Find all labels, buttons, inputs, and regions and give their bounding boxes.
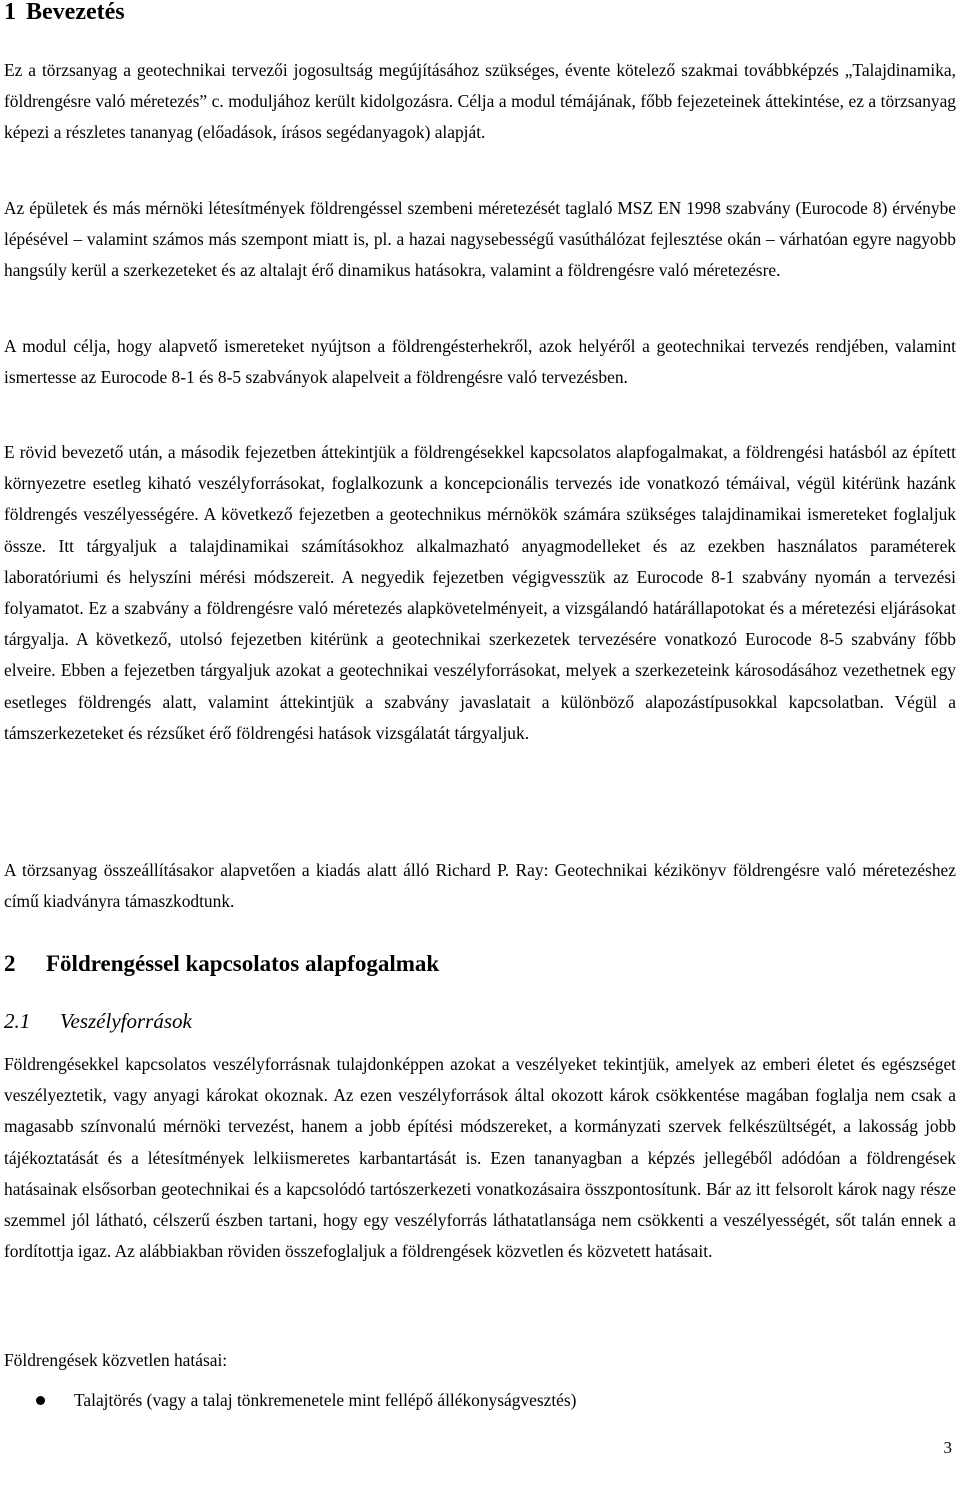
section-title: Veszélyforrások [60, 1009, 192, 1033]
intro-paragraph-2: Az épületek és más mérnöki létesítmények földrengéssel szembeni méretezését taglaló MSZ EN 1998 szabvány (Eurocode 8) érvénybe lépésével – valamint számos más szempont miatt is, pl. a hazai nagysebességű vasúthálózat fejlesztése okán – várhatóan egyre nagyobb hangsúly kerül a szerkezeteket és az altalajt érő dinamikus hatásokra, valamint a földrengésre való méretezésre. [4, 198, 956, 281]
chapter-number: 2 [4, 951, 16, 976]
chapter-heading-1 [4, 0, 956, 26]
intro-paragraph-5: A törzsanyag összeállításakor alapvetően a kiadás alatt álló Richard P. Ray: Geotechnikai kézikönyv földrengésre való méretezéshez című kiadványra támaszkodtunk. [4, 860, 956, 912]
list-item-text: Talajtörés (vagy a talaj tönkremenetele mint fellépő állékonyságvesztés) [74, 1390, 577, 1410]
page-number: 3 [943, 1438, 952, 1457]
list-item [4, 1385, 956, 1416]
section-heading-2-1 [4, 1008, 956, 1034]
chapter-number: 1 [4, 0, 16, 25]
chapter-title: Bevezetés [26, 0, 125, 25]
chapter-title: Földrengéssel kapcsolatos alapfogalmak [46, 951, 440, 976]
section-paragraph-1: Földrengésekkel kapcsolatos veszélyforrásnak tulajdonképpen azokat a veszélyeket tekintjük, amelyek az emberi életet és egészséget veszélyeztetik, vagy anyagi károkat okoznak. Az ezen veszélyforrások által okozott károk csökkentése magában foglalja nem csak a magasabb színvonalú mérnöki tervezést, hanem a jobb építési módszereket, a kormányzati szervek felkészültségét, a lakosság jobb tájékoztatását és a létesítmények lelkiismeretes karbantartását is. Ezen tananyagban a képzés jellegéből adódóan a földrengések hatásainak elsősorban geotechnikai és a kapcsolódó tartószerkezeti vonatkozásaira összpontosítunk. Bár az itt felsorolt károk nagy része szemmel jól látható, célszerű észben tartani, hogy egy veszélyforrás láthatatlansága nem csökkenti a veszélyességét, sőt talán ennek a fordítottja igaz. Az alábbiakban röviden összefoglaljuk a földrengések közvetlen és közvetett hatásait. [4, 1054, 956, 1262]
chapter-heading-2 [4, 950, 956, 978]
section-paragraph-2: Földrengések közvetlen hatásai: [4, 1350, 228, 1370]
intro-paragraph-1: Ez a törzsanyag a geotechnikai tervezői jogosultság megújításához szükséges, évente kötelező szakmai továbbképzés „Talajdinamika, földrengésre való méretezés” c. moduljához került kidolgozásra. Célja a modul témájának, főbb fejezeteinek áttekintése, ez a törzsanyag képezi a részletes tananyag (előadások, írásos segédanyagok) alapját. [4, 60, 956, 143]
intro-paragraph-3: A modul célja, hogy alapvető ismereteket nyújtson a földrengésterhekről, azok helyéről a geotechnikai tervezés rendjében, valamint ismertesse az Eurocode 8-1 és 8-5 szabványok alapelveit a földrengésre való tervezésben. [4, 336, 956, 388]
effects-bullet-list [4, 1385, 956, 1416]
bullet-icon [36, 1396, 45, 1405]
section-number: 2.1 [4, 1009, 31, 1033]
intro-paragraph-4: E rövid bevezető után, a második fejezetben áttekintjük a földrengésekkel kapcsolatos alapfogalmakat, a földrengési hatásból az épített környezetre esetleg kiható veszélyforrásokat, foglalkozunk a koncepcionális tervezés ide vonatkozó témáival, végül kitérünk hazánk földrengés veszélyességére. A következő fejezetben a geotechnikus mérnökök számára szükséges talajdinamikai ismereteket foglaljuk össze. Itt tárgyaljuk a talajdinamikai számításokhoz alkalmazható anyagmodelleket és az ezekben használatos paraméterek laboratóriumi és helyszíni mérési módszereit. A negyedik fejezetben végigvesszük az Eurocode 8-1 szabvány nyomán a tervezési folyamatot. Ez a szabvány a földrengésre való méretezés alapkövetelményeit, a vizsgálandó határállapotokat és a méretezési eljárásokat tárgyalja. A következő, utolsó fejezetben kitérünk a geotechnikai szerkezetek tervezésére vonatkozó Eurocode 8-5 szabvány főbb elveire. Ebben a fejezetben tárgyaljuk azokat a geotechnikai veszélyforrásokat, melyek a szerkezeteink károsodásához vezethetnek egy esetleges földrengés alatt, valamint áttekintjük a szabvány javaslatait a különböző alapozástípusokkal kapcsolatban. Végül a támszerkezeteket és rézsűket érő földrengési hatások vizsgálatát tárgyaljuk. [4, 442, 956, 743]
